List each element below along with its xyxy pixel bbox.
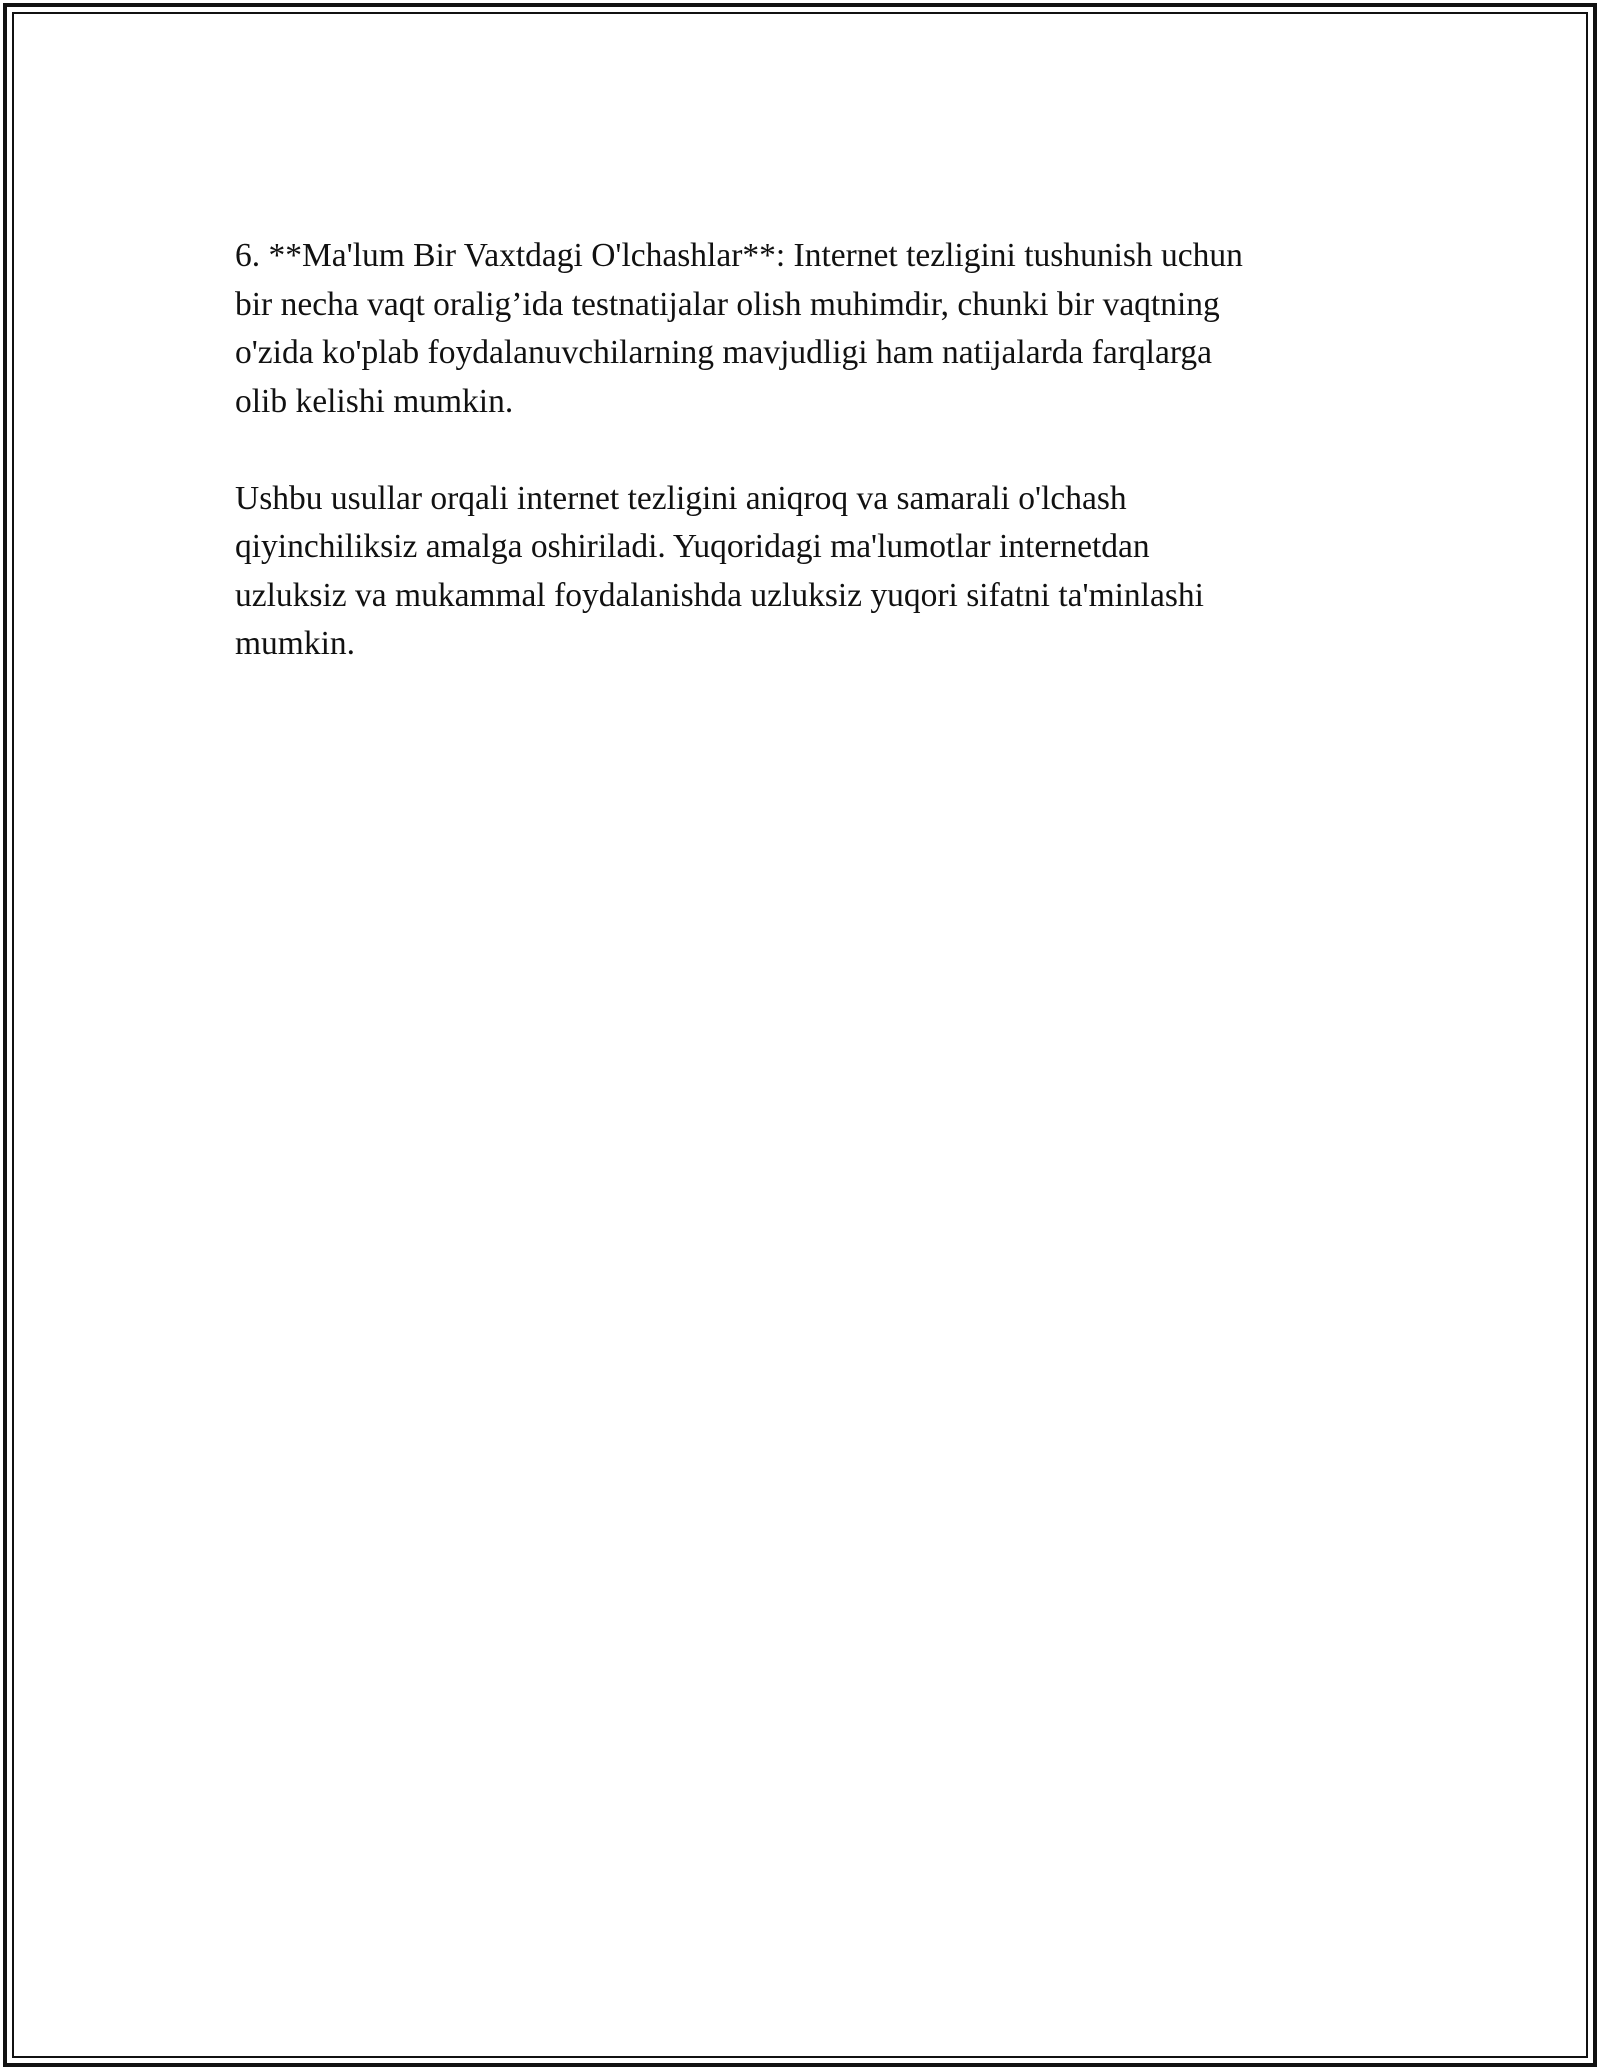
- text-line: o'zida ko'plab foydalanuvchilarning mavjudligi ham natijalarda farqlarga: [235, 334, 1213, 371]
- paragraph-conclusion: [235, 475, 1365, 669]
- text-line: bir necha vaqt oralig’ida testnatijalar olish muhimdir, chunki bir vaqtning: [235, 285, 1220, 323]
- text-line: 6. **Ma'lum Bir Vaxtdagi O'lchashlar**: Internet tezligini tushunish uchun: [235, 237, 1243, 274]
- text-line: Ushbu usullar orqali internet tezligini aniqroq va samarali o'lchash: [235, 479, 1127, 517]
- text-line: mumkin.: [235, 625, 356, 662]
- text-line: uzluksiz va mukammal foydalanishda uzluksiz yuqori sifatni ta'minlashi: [235, 576, 1204, 614]
- document-body: [235, 232, 1365, 669]
- paragraph-measurement-timing: [235, 232, 1365, 426]
- text-line: olib kelishi mumkin.: [235, 382, 514, 420]
- text-line: qiyinchiliksiz amalga oshiriladi. Yuqoridagi ma'lumotlar internetdan: [235, 528, 1150, 565]
